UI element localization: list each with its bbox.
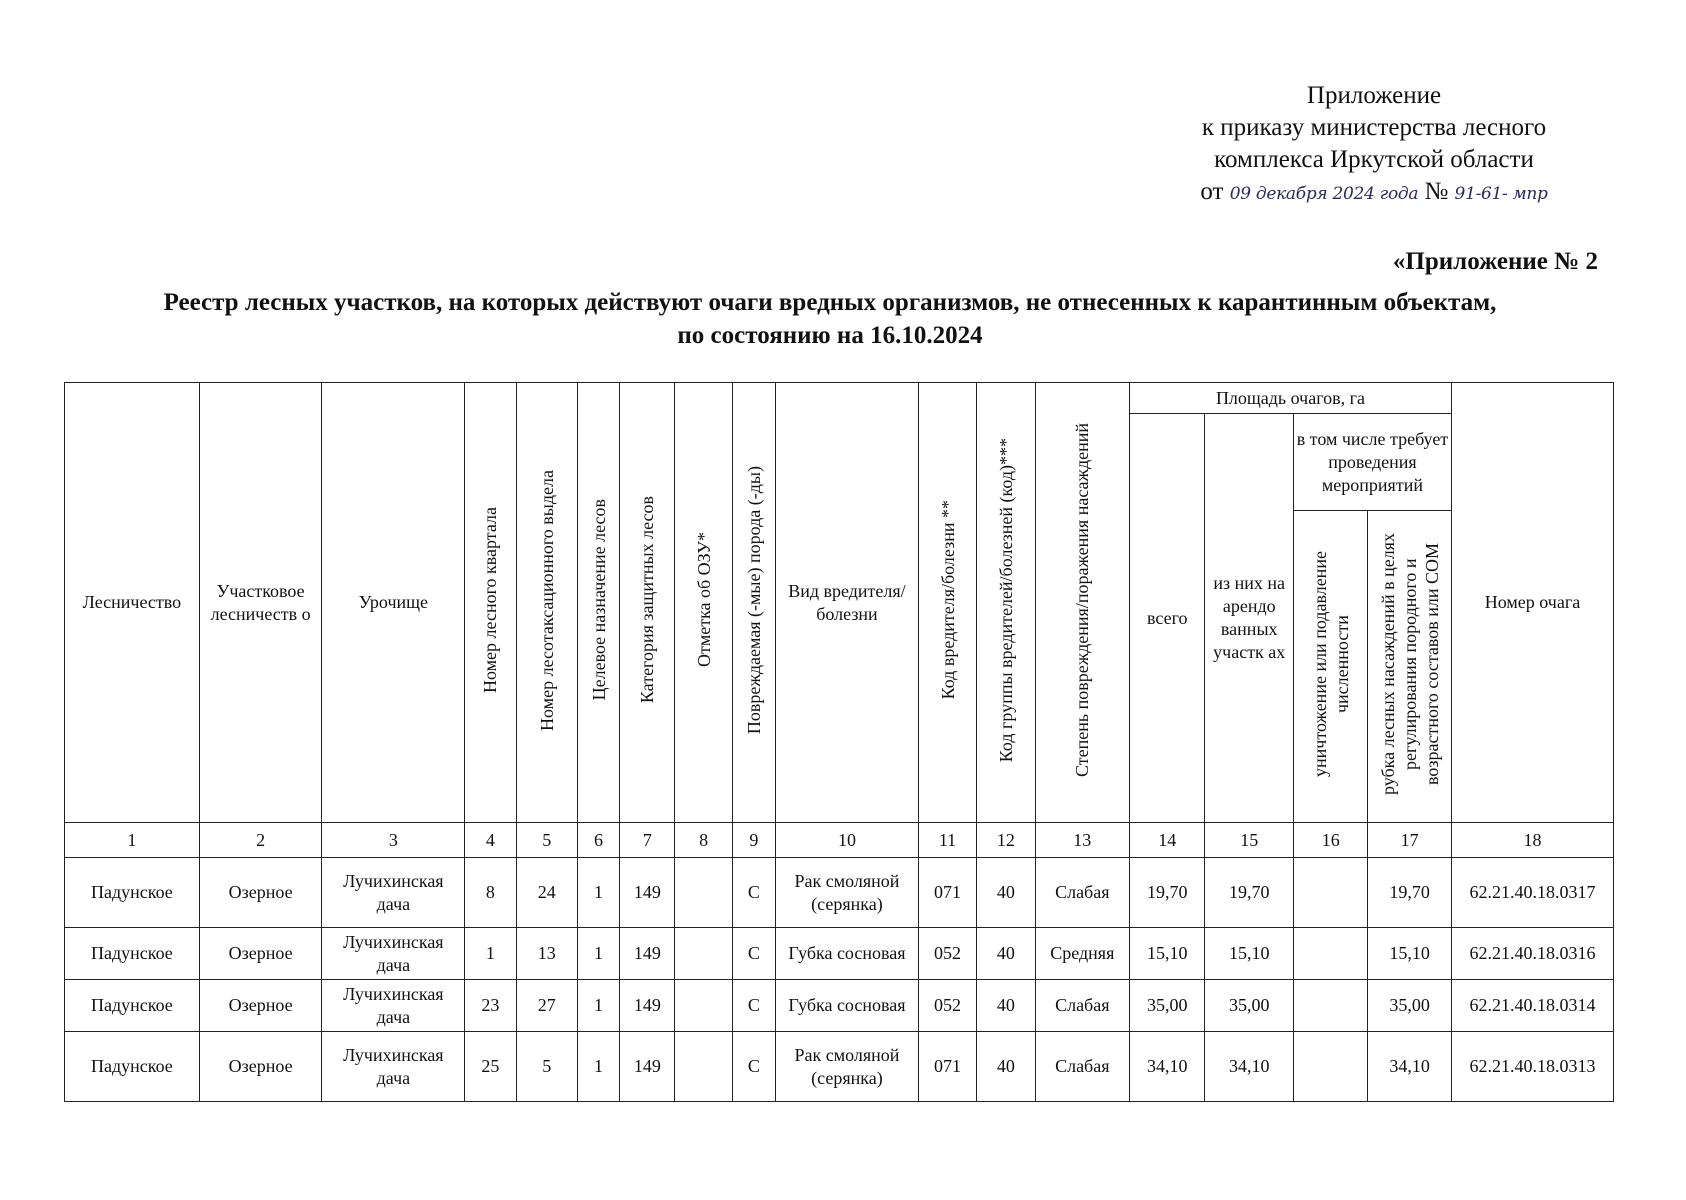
- table-cell: 1: [577, 980, 619, 1032]
- table-cell: 1: [577, 928, 619, 980]
- header-district-forestry: Участковое лесничеств о: [199, 383, 322, 823]
- column-number: 1: [65, 823, 200, 858]
- table-cell: [675, 928, 732, 980]
- header-area-total: всего: [1130, 414, 1205, 823]
- header-protective-category: Категория защитных лесов: [620, 383, 675, 823]
- table-cell: 149: [620, 858, 675, 928]
- table-cell: Падунское: [65, 980, 200, 1032]
- appendix-2-label: «Приложение № 2: [1392, 248, 1598, 275]
- table-cell: 27: [516, 980, 577, 1032]
- table-cell: 1: [577, 1032, 619, 1102]
- table-cell: Озерное: [199, 928, 322, 980]
- table-cell: 1: [577, 858, 619, 928]
- handwritten-date: 09 декабря 2024 года: [1229, 184, 1419, 204]
- table-cell: Губка сосновая: [776, 980, 919, 1032]
- table-cell: Губка сосновая: [776, 928, 919, 980]
- column-number: 3: [322, 823, 465, 858]
- table-cell: 62.21.40.18.0316: [1451, 928, 1613, 980]
- header-pest-group-code: Код группы вредителей/болезней (код)***: [977, 383, 1035, 823]
- table-cell: Лучихинская дача: [322, 1032, 465, 1102]
- table-cell: 24: [516, 858, 577, 928]
- column-number: 6: [577, 823, 619, 858]
- table-cell: 052: [918, 928, 976, 980]
- table-cell: С: [732, 980, 775, 1032]
- table-cell: 071: [918, 1032, 976, 1102]
- table-cell: Рак смоляной (серянка): [776, 1032, 919, 1102]
- table-cell: 15,10: [1205, 928, 1294, 980]
- table-cell: 40: [977, 928, 1035, 980]
- column-number: 17: [1368, 823, 1452, 858]
- table-cell: 19,70: [1205, 858, 1294, 928]
- handwritten-order-number: 91-61- мпр: [1454, 184, 1548, 204]
- table-cell: 34,10: [1368, 1032, 1452, 1102]
- document-title: [60, 286, 1600, 352]
- header-felling: рубка лесных насаждений в целях регулирования породного и возрастного составов или СОМ: [1368, 511, 1452, 823]
- header-tract: Урочище: [322, 383, 465, 823]
- table-cell: [675, 980, 732, 1032]
- table-cell: С: [732, 1032, 775, 1102]
- table-row: [65, 928, 1614, 980]
- table-cell: Падунское: [65, 1032, 200, 1102]
- header-measures-group: в том числе требует проведения мероприятий: [1293, 414, 1451, 511]
- column-number: 12: [977, 823, 1035, 858]
- table-row: [65, 1032, 1614, 1102]
- table-row: [65, 980, 1614, 1032]
- table-cell: 19,70: [1368, 858, 1452, 928]
- table-cell: 62.21.40.18.0314: [1451, 980, 1613, 1032]
- table-cell: [1293, 980, 1367, 1032]
- table-cell: 62.21.40.18.0313: [1451, 1032, 1613, 1102]
- table-cell: [1293, 1032, 1367, 1102]
- table-cell: 40: [977, 1032, 1035, 1102]
- table-cell: Лучихинская дача: [322, 980, 465, 1032]
- table-row: [65, 858, 1614, 928]
- table-cell: 15,10: [1368, 928, 1452, 980]
- table-cell: 23: [465, 980, 516, 1032]
- appendix-line-2: к приказу министерства лесного: [1201, 114, 1547, 141]
- header-pest-type: Вид вредителя/ болезни: [776, 383, 919, 823]
- table-cell: 071: [918, 858, 976, 928]
- table-cell: [1293, 858, 1367, 928]
- appendix-line-1: Приложение: [1306, 82, 1442, 109]
- table-cell: [675, 858, 732, 928]
- column-number: 9: [732, 823, 775, 858]
- column-number-row: [65, 823, 1614, 858]
- table-cell: 15,10: [1130, 928, 1205, 980]
- table-cell: 34,10: [1130, 1032, 1205, 1102]
- column-number: 8: [675, 823, 732, 858]
- table-cell: 25: [465, 1032, 516, 1102]
- column-number: 4: [465, 823, 516, 858]
- column-number: 14: [1130, 823, 1205, 858]
- table-cell: 35,00: [1130, 980, 1205, 1032]
- header-plot-number: Номер лесотаксационного выдела: [516, 383, 577, 823]
- table-cell: Падунское: [65, 928, 200, 980]
- table-cell: Лучихинская дача: [322, 928, 465, 980]
- table-cell: Слабая: [1035, 980, 1130, 1032]
- table-cell: 34,10: [1205, 1032, 1294, 1102]
- header-ozu-mark: Отметка об ОЗУ*: [675, 383, 732, 823]
- column-number: 16: [1293, 823, 1367, 858]
- column-number: 10: [776, 823, 919, 858]
- table-cell: 40: [977, 858, 1035, 928]
- header-pest-code: Код вредителя/болезни **: [918, 383, 976, 823]
- table-cell: 62.21.40.18.0317: [1451, 858, 1613, 928]
- table-cell: 13: [516, 928, 577, 980]
- date-prefix: от: [1200, 178, 1224, 205]
- table-cell: 052: [918, 980, 976, 1032]
- table-cell: Рак смоляной (серянка): [776, 858, 919, 928]
- table-cell: 8: [465, 858, 516, 928]
- table-cell: [675, 1032, 732, 1102]
- registry-table: [64, 382, 1614, 1102]
- header-purpose: Целевое назначение лесов: [577, 383, 619, 823]
- table-cell: Озерное: [199, 858, 322, 928]
- table-cell: 149: [620, 928, 675, 980]
- table-cell: Слабая: [1035, 1032, 1130, 1102]
- table-cell: С: [732, 858, 775, 928]
- table-cell: Лучихинская дача: [322, 858, 465, 928]
- table-cell: Слабая: [1035, 858, 1130, 928]
- column-number: 18: [1451, 823, 1613, 858]
- appendix-block: [1164, 80, 1584, 210]
- title-line-2: по состоянию на 16.10.2024: [677, 322, 983, 349]
- column-number: 2: [199, 823, 322, 858]
- table-cell: [1293, 928, 1367, 980]
- header-damaged-species: Повреждаемая (-мые) порода (-ды): [732, 383, 775, 823]
- header-quarter-number: Номер лесного квартала: [465, 383, 516, 823]
- table-cell: 40: [977, 980, 1035, 1032]
- header-damage-degree: Степень повреждения/поражения насаждений: [1035, 383, 1130, 823]
- header-area-leased: из них на арендо ванных участк ах: [1205, 414, 1294, 823]
- order-date-line: [1164, 176, 1584, 210]
- table-cell: Озерное: [199, 1032, 322, 1102]
- header-outbreak-number: Номер очага: [1451, 383, 1613, 823]
- title-line-1: Реестр лесных участков, на которых действуют очаги вредных организмов, не отнесенных к карантинным объектам,: [163, 289, 1497, 316]
- column-number: 11: [918, 823, 976, 858]
- table-cell: Средняя: [1035, 928, 1130, 980]
- table-cell: 149: [620, 980, 675, 1032]
- table-cell: Падунское: [65, 858, 200, 928]
- header-suppression: уничтожение или подавление численности: [1293, 511, 1367, 823]
- table-cell: 149: [620, 1032, 675, 1102]
- table-cell: Озерное: [199, 980, 322, 1032]
- column-number: 7: [620, 823, 675, 858]
- table-cell: 35,00: [1368, 980, 1452, 1032]
- table-cell: 1: [465, 928, 516, 980]
- table-cell: 35,00: [1205, 980, 1294, 1032]
- table-cell: 5: [516, 1032, 577, 1102]
- table-cell: С: [732, 928, 775, 980]
- column-number: 5: [516, 823, 577, 858]
- table-cell: 19,70: [1130, 858, 1205, 928]
- header-forestry: Лесничество: [65, 383, 200, 823]
- header-area-group: Площадь очагов, га: [1130, 383, 1452, 414]
- column-number: 15: [1205, 823, 1294, 858]
- number-prefix: №: [1424, 178, 1449, 205]
- column-number: 13: [1035, 823, 1130, 858]
- appendix-line-3: комплекса Иркутской области: [1214, 146, 1534, 173]
